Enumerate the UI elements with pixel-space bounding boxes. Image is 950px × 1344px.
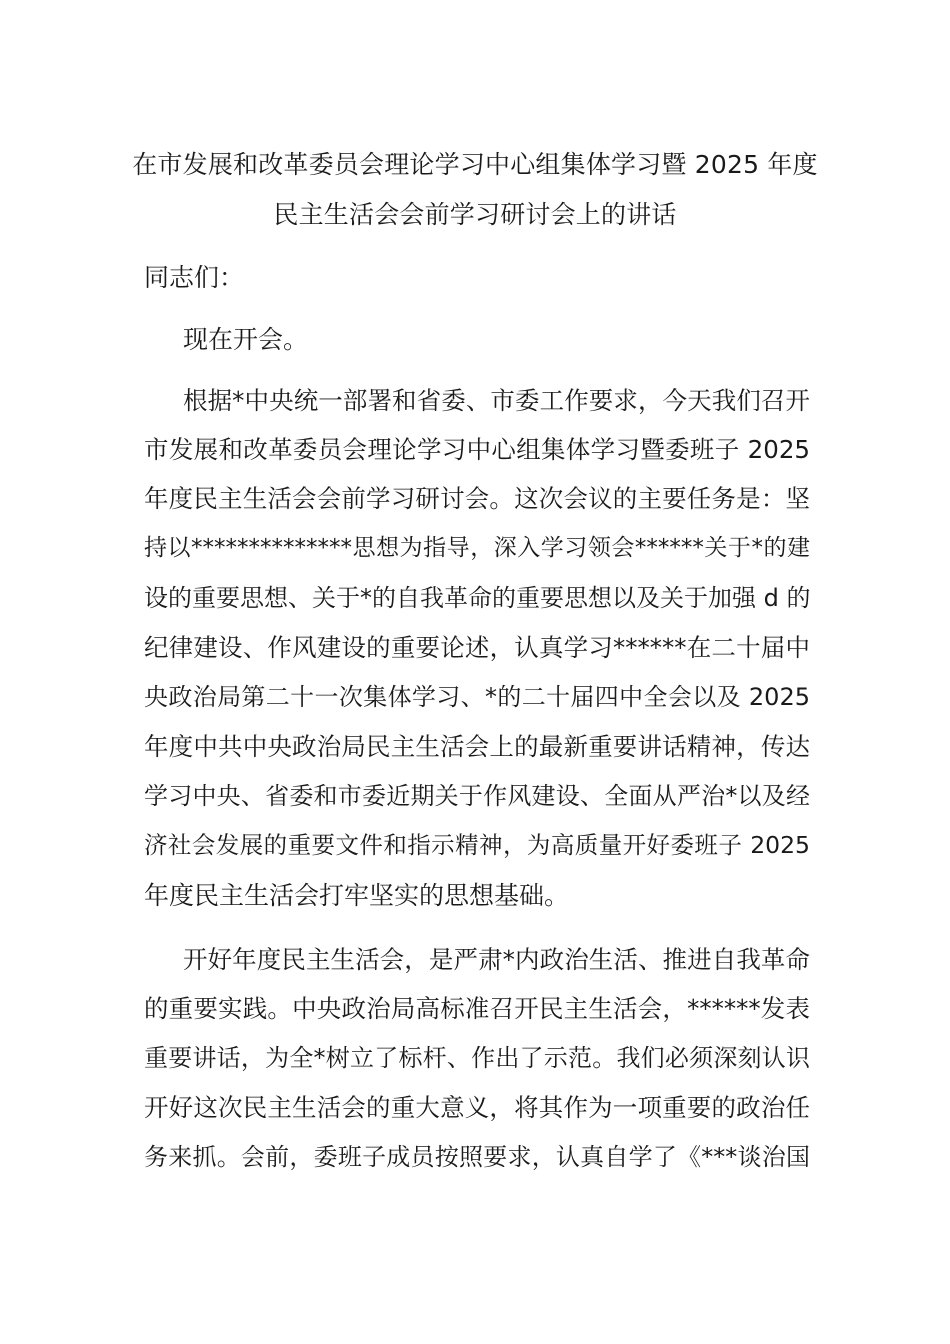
paragraph-2-line: 年度中共中央政治局民主生活会上的最新重要讲话精神，传达 bbox=[144, 732, 810, 761]
paragraph-2-line: 年度民主生活会会前学习研讨会。这次会议的主要任务是：坚 bbox=[144, 484, 810, 513]
paragraph-2-line: 持以**************思想为指导，深入学习领会******关于*的建 bbox=[144, 535, 810, 561]
paragraph-2-line: 设的重要思想、关于*的自我革命的重要思想以及关于加强 d 的 bbox=[144, 584, 811, 612]
paragraph-3-line: 的重要实践。中央政治局高标准召开民主生活会，******发表 bbox=[144, 994, 810, 1023]
paragraph-2-line: 市发展和改革委员会理论学习中心组集体学习暨委班子 2025 bbox=[144, 435, 810, 464]
salutation: 同志们： bbox=[144, 263, 245, 292]
paragraph-2-line: 纪律建设、作风建设的重要论述，认真学习******在二十届中 bbox=[144, 633, 810, 662]
paragraph-3-line: 务来抓。会前，委班子成员按照要求，认真自学了《***谈治国 bbox=[144, 1143, 810, 1171]
paragraph-3-line: 重要讲话，为全*树立了标杆、作出了示范。我们必须深刻认识 bbox=[144, 1044, 810, 1072]
document-title-line-2: 民主生活会会前学习研讨会上的讲话 bbox=[273, 200, 677, 229]
paragraph-2-line: 济社会发展的重要文件和指示精神，为高质量开好委班子 2025 bbox=[144, 831, 810, 859]
paragraph-3-line: 开好这次民主生活会的重大意义，将其作为一项重要的政治任 bbox=[144, 1093, 810, 1122]
paragraph-2-line: 央政治局第二十一次集体学习、*的二十届四中全会以及 2025 bbox=[144, 683, 810, 711]
paragraph-2-line: 学习中央、省委和市委近期关于作风建设、全面从严治*以及经 bbox=[144, 782, 810, 810]
paragraph-3-line: 开好年度民主生活会，是严肃*内政治生活、推进自我革命 bbox=[183, 945, 810, 974]
paragraph-1-line: 现在开会。 bbox=[183, 325, 309, 354]
paragraph-2-line: 根据*中央统一部署和省委、市委工作要求，今天我们召开 bbox=[183, 386, 810, 415]
paragraph-2-line: 年度民主生活会打牢坚实的思想基础。 bbox=[144, 881, 570, 910]
document-title-line-1: 在市发展和改革委员会理论学习中心组集体学习暨 2025 年度 bbox=[132, 150, 818, 179]
